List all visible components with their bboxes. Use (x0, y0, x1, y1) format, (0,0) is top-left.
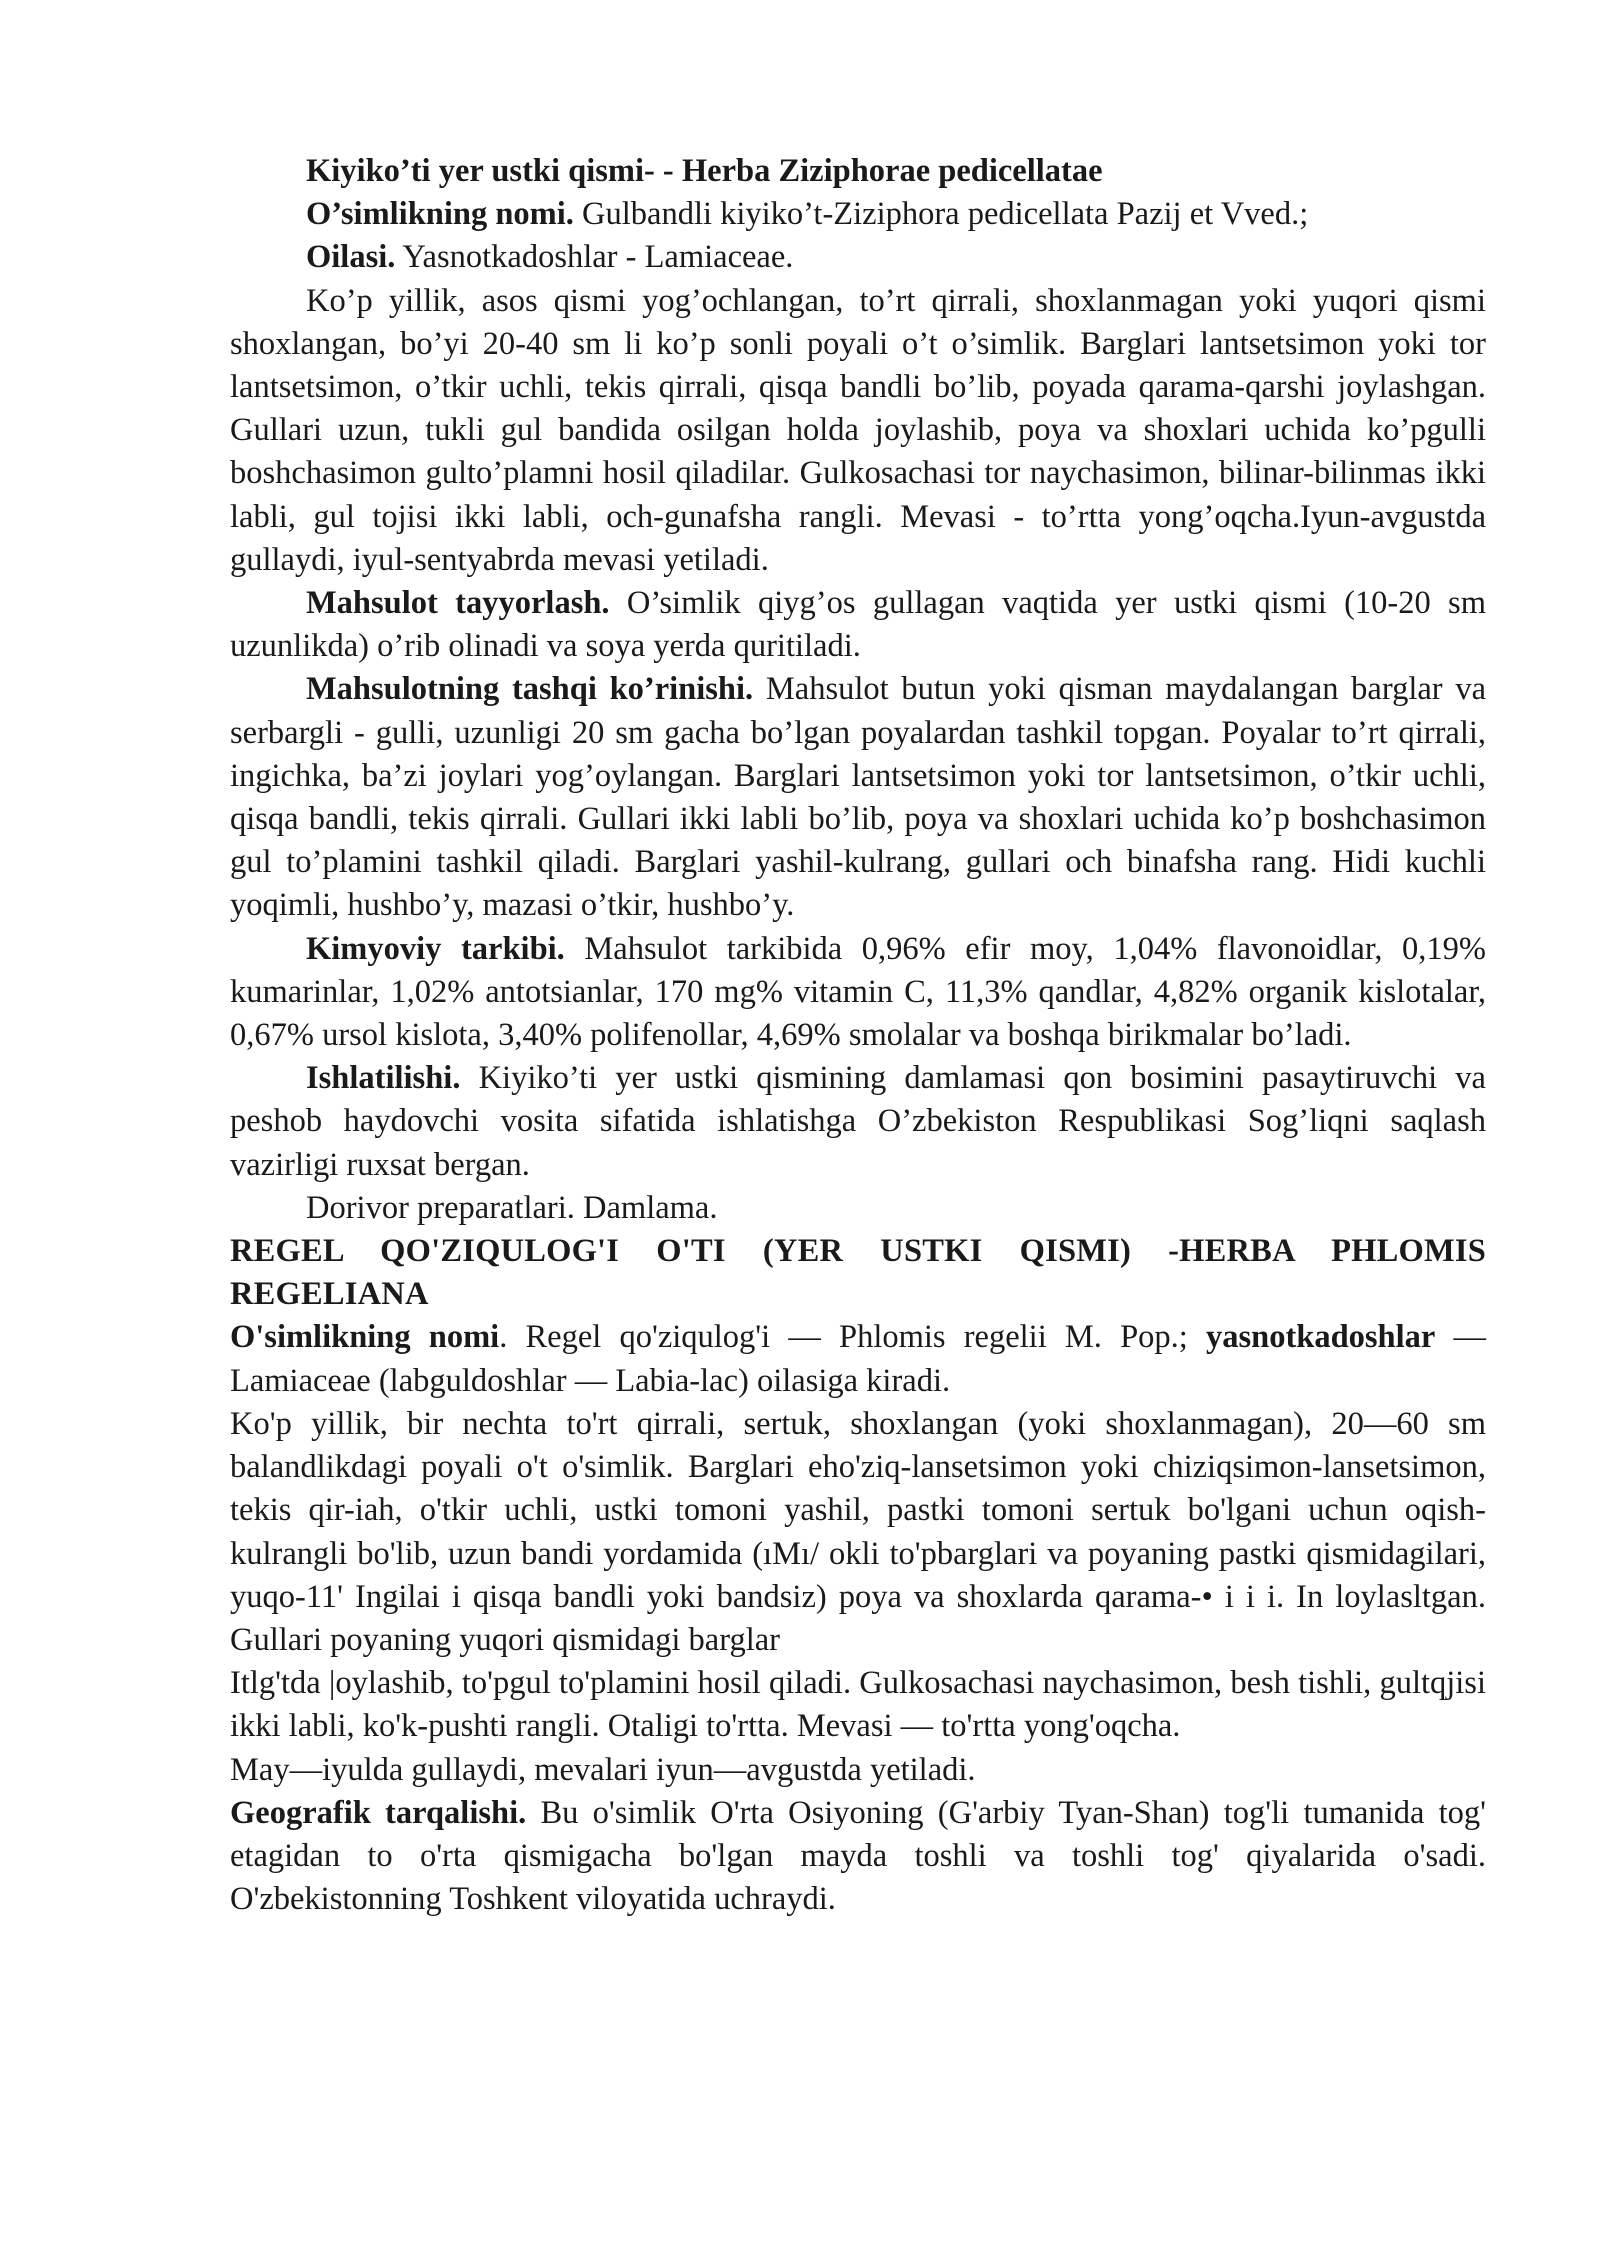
appearance-paragraph (230, 668, 1486, 927)
appearance-label: Mahsulotning tashqi ko’rinishi. (306, 671, 754, 708)
usage-paragraph (230, 1057, 1486, 1187)
geography-paragraph (230, 1792, 1486, 1922)
flowering-paragraph: May—iyulda gullaydi, mevalari iyun—avgustda yetiladi. (230, 1751, 976, 1788)
family-label-2: yasnotkadoshlar (1205, 1319, 1436, 1356)
family-paragraph (230, 236, 1486, 279)
preparation-paragraph (230, 582, 1486, 668)
usage-text: Kiyiko’ti yer ustki qismining damlamasi qon bosimini pasaytiruvchi va peshob haydovchi vosita sifatida ishlatishga O’zbekiston Respublikasi Sog’liqni saqlash vazirligi ruxsat bergan. (230, 1060, 1486, 1183)
description-paragraph: Ko’p yillik, asos qismi yog’ochlangan, to’rt qirrali, shoxlanmagan yoki yuqori qismi shoxlangan, bo’yi 20-40 sm li ko’p sonli poyali o’t o’simlik. Barglari lantsetsimon yoki tor lantsetsimon, o’tkir uchli, tekis qirrali, qisqa bandli bo’lib, poyada qarama-qarshi joylashgan. Gullari uzun, tukli gul bandida osilgan holda joylashib, poya va shoxlari uchida ko’pgulli boshchasimon gulto’plamni hosil qiladilar. Gulkosachasi tor naychasimon, bilinar-bilinmas ikki labli, gul tojisi ikki labli, och-gunafsha rangli. Mevasi - to’rtta yong’oqcha.Iyun-avgustda gullaydi, iyul-sentyabrda mevasi yetiladi. (230, 282, 1486, 578)
section1-title: Kiyiko’ti yer ustki qismi- - Herba Ziziphorae pedicellatae (306, 153, 1103, 189)
plant-name-paragraph-2 (230, 1316, 1486, 1402)
usage-label: Ishlatilishi. (306, 1060, 461, 1097)
plant-name-label-2: O'simlikning nomi (230, 1319, 500, 1356)
chemistry-label: Kimyoviy tarkibi. (306, 930, 565, 967)
preparation-text: O’simlik qiyg’os gullagan vaqtida yer ustki qismi (10-20 sm uzunlikda) o’rib olinadi va soya yerda quritiladi. (230, 585, 1486, 665)
preparations-paragraph: Dorivor preparatlari. Damlama. (306, 1189, 718, 1226)
section2-title: REGEL QO'ZIQULOG'I O'TI (YER USTKI QISMI) -HERBA PHLOMIS REGELIANA (230, 1233, 1486, 1313)
chemistry-paragraph (230, 928, 1486, 1058)
geography-label: Geografik tarqalishi. (230, 1794, 527, 1831)
plant-name-text: Gulbandli kiyiko’t-Ziziphora pedicellata Pazij et Vved.; (573, 196, 1309, 233)
plant-name-text-2: . Regel qo'ziqulog'i — Phlomis regelii M. Pop.; (499, 1319, 1206, 1356)
family-text-2: — Lamiaceae (labguldoshlar — Labia-lac) oilasiga kiradi. (230, 1319, 1487, 1399)
plant-name-paragraph (230, 193, 1486, 236)
family-text: Yasnotkadoshlar - Lamiaceae. (395, 239, 794, 276)
plant-name-label: O’simlikning nomi. (306, 196, 574, 233)
chemistry-text: Mahsulot tarkibida 0,96% efir moy, 1,04% flavonoidlar, 0,19% kumarinlar, 1,02% antotsianlar, 170 mg% vitamin C, 11,3% qandlar, 4,82% organik kislotalar, 0,67% ursol kislota, 3,40% polifenollar, 4,69% smolalar va boshqa birikmalar bo’ladi. (230, 930, 1486, 1054)
appearance-text: Mahsulot butun yoki qisman maydalangan barglar va serbargli - gulli, uzunligi 20 sm gacha bo’lgan poyalardan tashkil topgan. Poyalar to’rt qirrali, ingichka, ba’zi joylari yog’oylangan. Barglari lantsetsimon yoki tor lantsetsimon, o’tkir uchli, qisqa bandli, tekis qirrali. Gullari ikki labli bo’lib, poya va shoxlari uchida ko’p boshchasimon gul to’plamini tashkil qiladi. Barglari yashil-kulrang, gullari och binafsha rang. Hidi kuchli yoqimli, hushbo’y, mazasi o’tkir, hushbo’y. (230, 671, 1486, 924)
preparation-label: Mahsulot tayyorlash. (306, 585, 610, 622)
family-label: Oilasi. (306, 239, 396, 276)
description-paragraph-2: Ko'p yillik, bir nechta to'rt qirrali, sertuk, shoxlangan (yoki shoxlanmagan), 20—60 sm balandlikdagi poyali o't o'simlik. Barglari eho'ziq-lansetsimon yoki chiziqsimon-lansetsimon, tekis qir-iah, o'tkir uchli, ustki tomoni yashil, pastki tomoni sertuk bo'lgani uchun oqish-kulrangli bo'lib, uzun bandi yordamida (ıMı/ okli to'pbarglari va poyaning pastki qismidagilari, yuqo-11' Ingilai i qisqa bandli yoki bandsiz) poya va shoxlarda qarama-• i i i. In loylasltgan. Gullari poyaning yuqori qismidagi barglar (230, 1405, 1486, 1658)
geography-text: Bu o'simlik O'rta Osiyoning (G'arbiy Tyan-Shan) tog'li tumanida tog' etagidan to o'rta qismigacha bo'lgan mayda toshli va toshli tog' qiyalarida o'sadi. O'zbekistonning Toshkent viloyatida uchraydi. (230, 1794, 1487, 1918)
document-page (230, 150, 1486, 1921)
description-continued-paragraph: Itlg'tda |oylashib, to'pgul to'plamini hosil qiladi. Gulkosachasi naychasimon, besh tishli, gultqjisi ikki labli, ko'k-pushti rangli. Otaligi to'rtta. Mevasi — to'rtta yong'oqcha. (230, 1665, 1486, 1745)
